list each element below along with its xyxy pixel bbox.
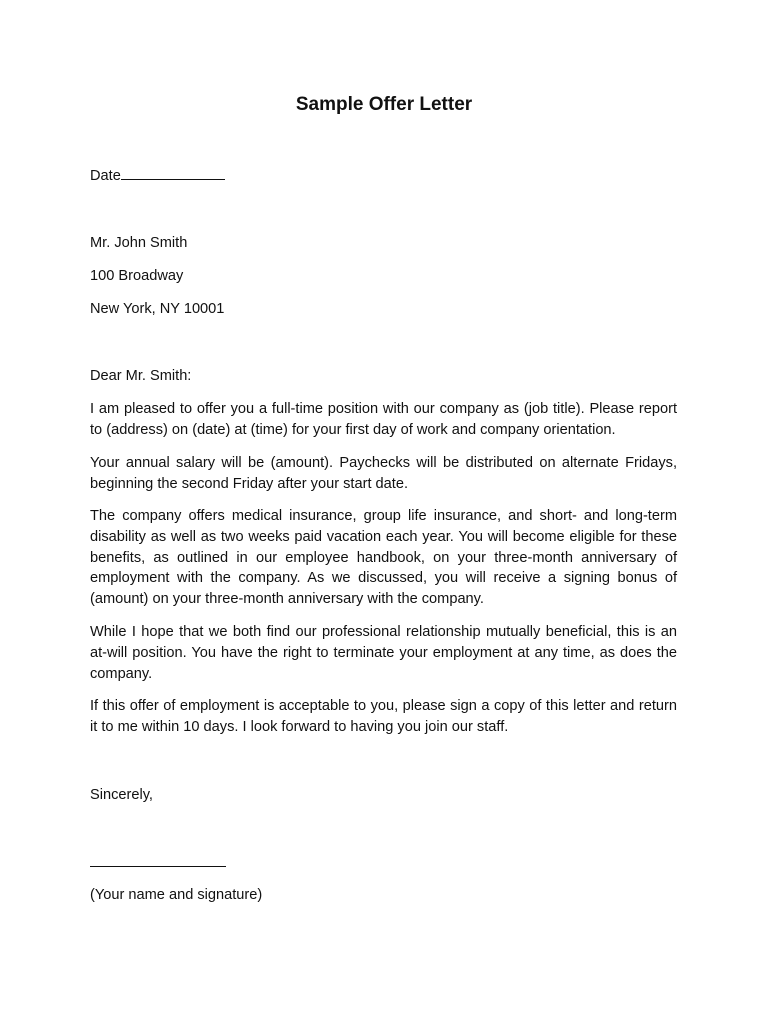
paragraph-salary: Your annual salary will be (amount). Paychecks will be distributed on alternate Fridays, beginning the second Friday after your start date. <box>90 455 677 492</box>
paragraph-acceptance: If this offer of employment is acceptable to you, please sign a copy of this letter and return it to me within 10 days. I look forward to having you join our staff. <box>90 698 677 735</box>
paragraph-benefits: The company offers medical insurance, group life insurance, and short- and long-term disability as well as two weeks paid vacation each year. You will become eligible for these benefits, as outlined in our employee handbook, on your three-month anniversary of employment with the company. As we discussed, you will receive a signing bonus of (amount) on your three-month anniversary with the company. <box>90 508 677 608</box>
recipient-city: New York, NY 10001 <box>90 301 225 317</box>
date-line <box>90 167 225 185</box>
recipient-street: 100 Broadway <box>90 268 184 284</box>
date-blank <box>121 167 225 180</box>
signature-caption: (Your name and signature) <box>90 887 263 903</box>
signature-line <box>90 866 226 867</box>
paragraph-offer: I am pleased to offer you a full-time position with our company as (job title). Please report to (address) on (date) at (time) for your first day of work and company orientation. <box>90 401 677 438</box>
closing: Sincerely, <box>90 787 153 803</box>
salutation: Dear Mr. Smith: <box>90 368 192 384</box>
paragraph-at-will: While I hope that we both find our professional relationship mutually beneficial, this is an at-will position. You have the right to terminate your employment at any time, as does the company. <box>90 624 677 682</box>
page-title: Sample Offer Letter <box>295 94 473 115</box>
date-label: Date <box>90 168 121 184</box>
recipient-name: Mr. John Smith <box>90 235 188 251</box>
